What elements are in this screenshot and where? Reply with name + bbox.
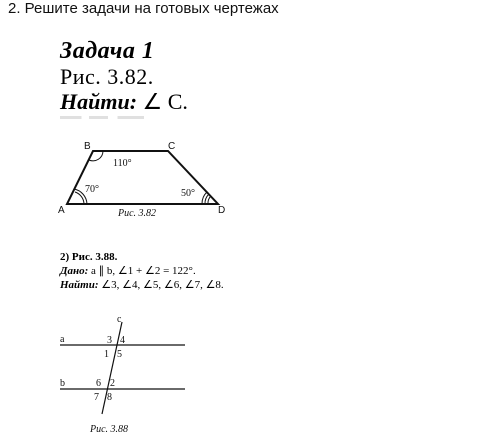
line-label-c: c (117, 314, 122, 325)
task1-figure-ref: Рис. 3.82. (60, 64, 154, 89)
line-label-b: b (60, 378, 65, 389)
figure-caption-3-88: Рис. 3.88 (90, 424, 129, 435)
task2-given-value: a ∥ b, ∠1 + ∠2 = 122°. (91, 265, 196, 277)
angle-number-1: 1 (104, 349, 109, 360)
task2-given-label: Дано: (60, 265, 89, 277)
vertex-label-C: C (168, 141, 176, 152)
figure-caption-3-82: Рис. 3.82 (118, 208, 157, 219)
angle-number-2: 2 (110, 378, 115, 389)
transversal-c (102, 322, 122, 414)
vertex-label-A: A (58, 205, 65, 216)
angle-label-B: 110° (113, 158, 132, 169)
task2-find-value: ∠3, ∠4, ∠5, ∠6, ∠7, ∠8. (101, 279, 224, 291)
angle-number-6: 6 (96, 378, 101, 389)
task1-title: Задача 1 (60, 38, 155, 64)
angle-number-3: 3 (107, 335, 112, 346)
angle-number-7: 7 (94, 392, 99, 403)
page-heading: 2. Решите задачи на готовых чертежах (8, 0, 279, 17)
task1-find-label: Найти: (60, 89, 138, 114)
vertex-label-B: B (84, 141, 91, 152)
angle-label-D: 50° (181, 188, 195, 199)
angle-label-A: 70° (85, 184, 99, 195)
vertex-label-D: D (218, 205, 226, 216)
angle-number-4: 4 (120, 335, 125, 346)
angle-number-8: 8 (107, 392, 112, 403)
line-label-a: a (60, 334, 65, 345)
task2-figure-ref: 2) Рис. 3.88. (60, 251, 118, 263)
task2-find-label: Найти: (60, 279, 99, 291)
angle-number-5: 5 (117, 349, 122, 360)
task1-find-value: ∠ C. (142, 89, 188, 114)
